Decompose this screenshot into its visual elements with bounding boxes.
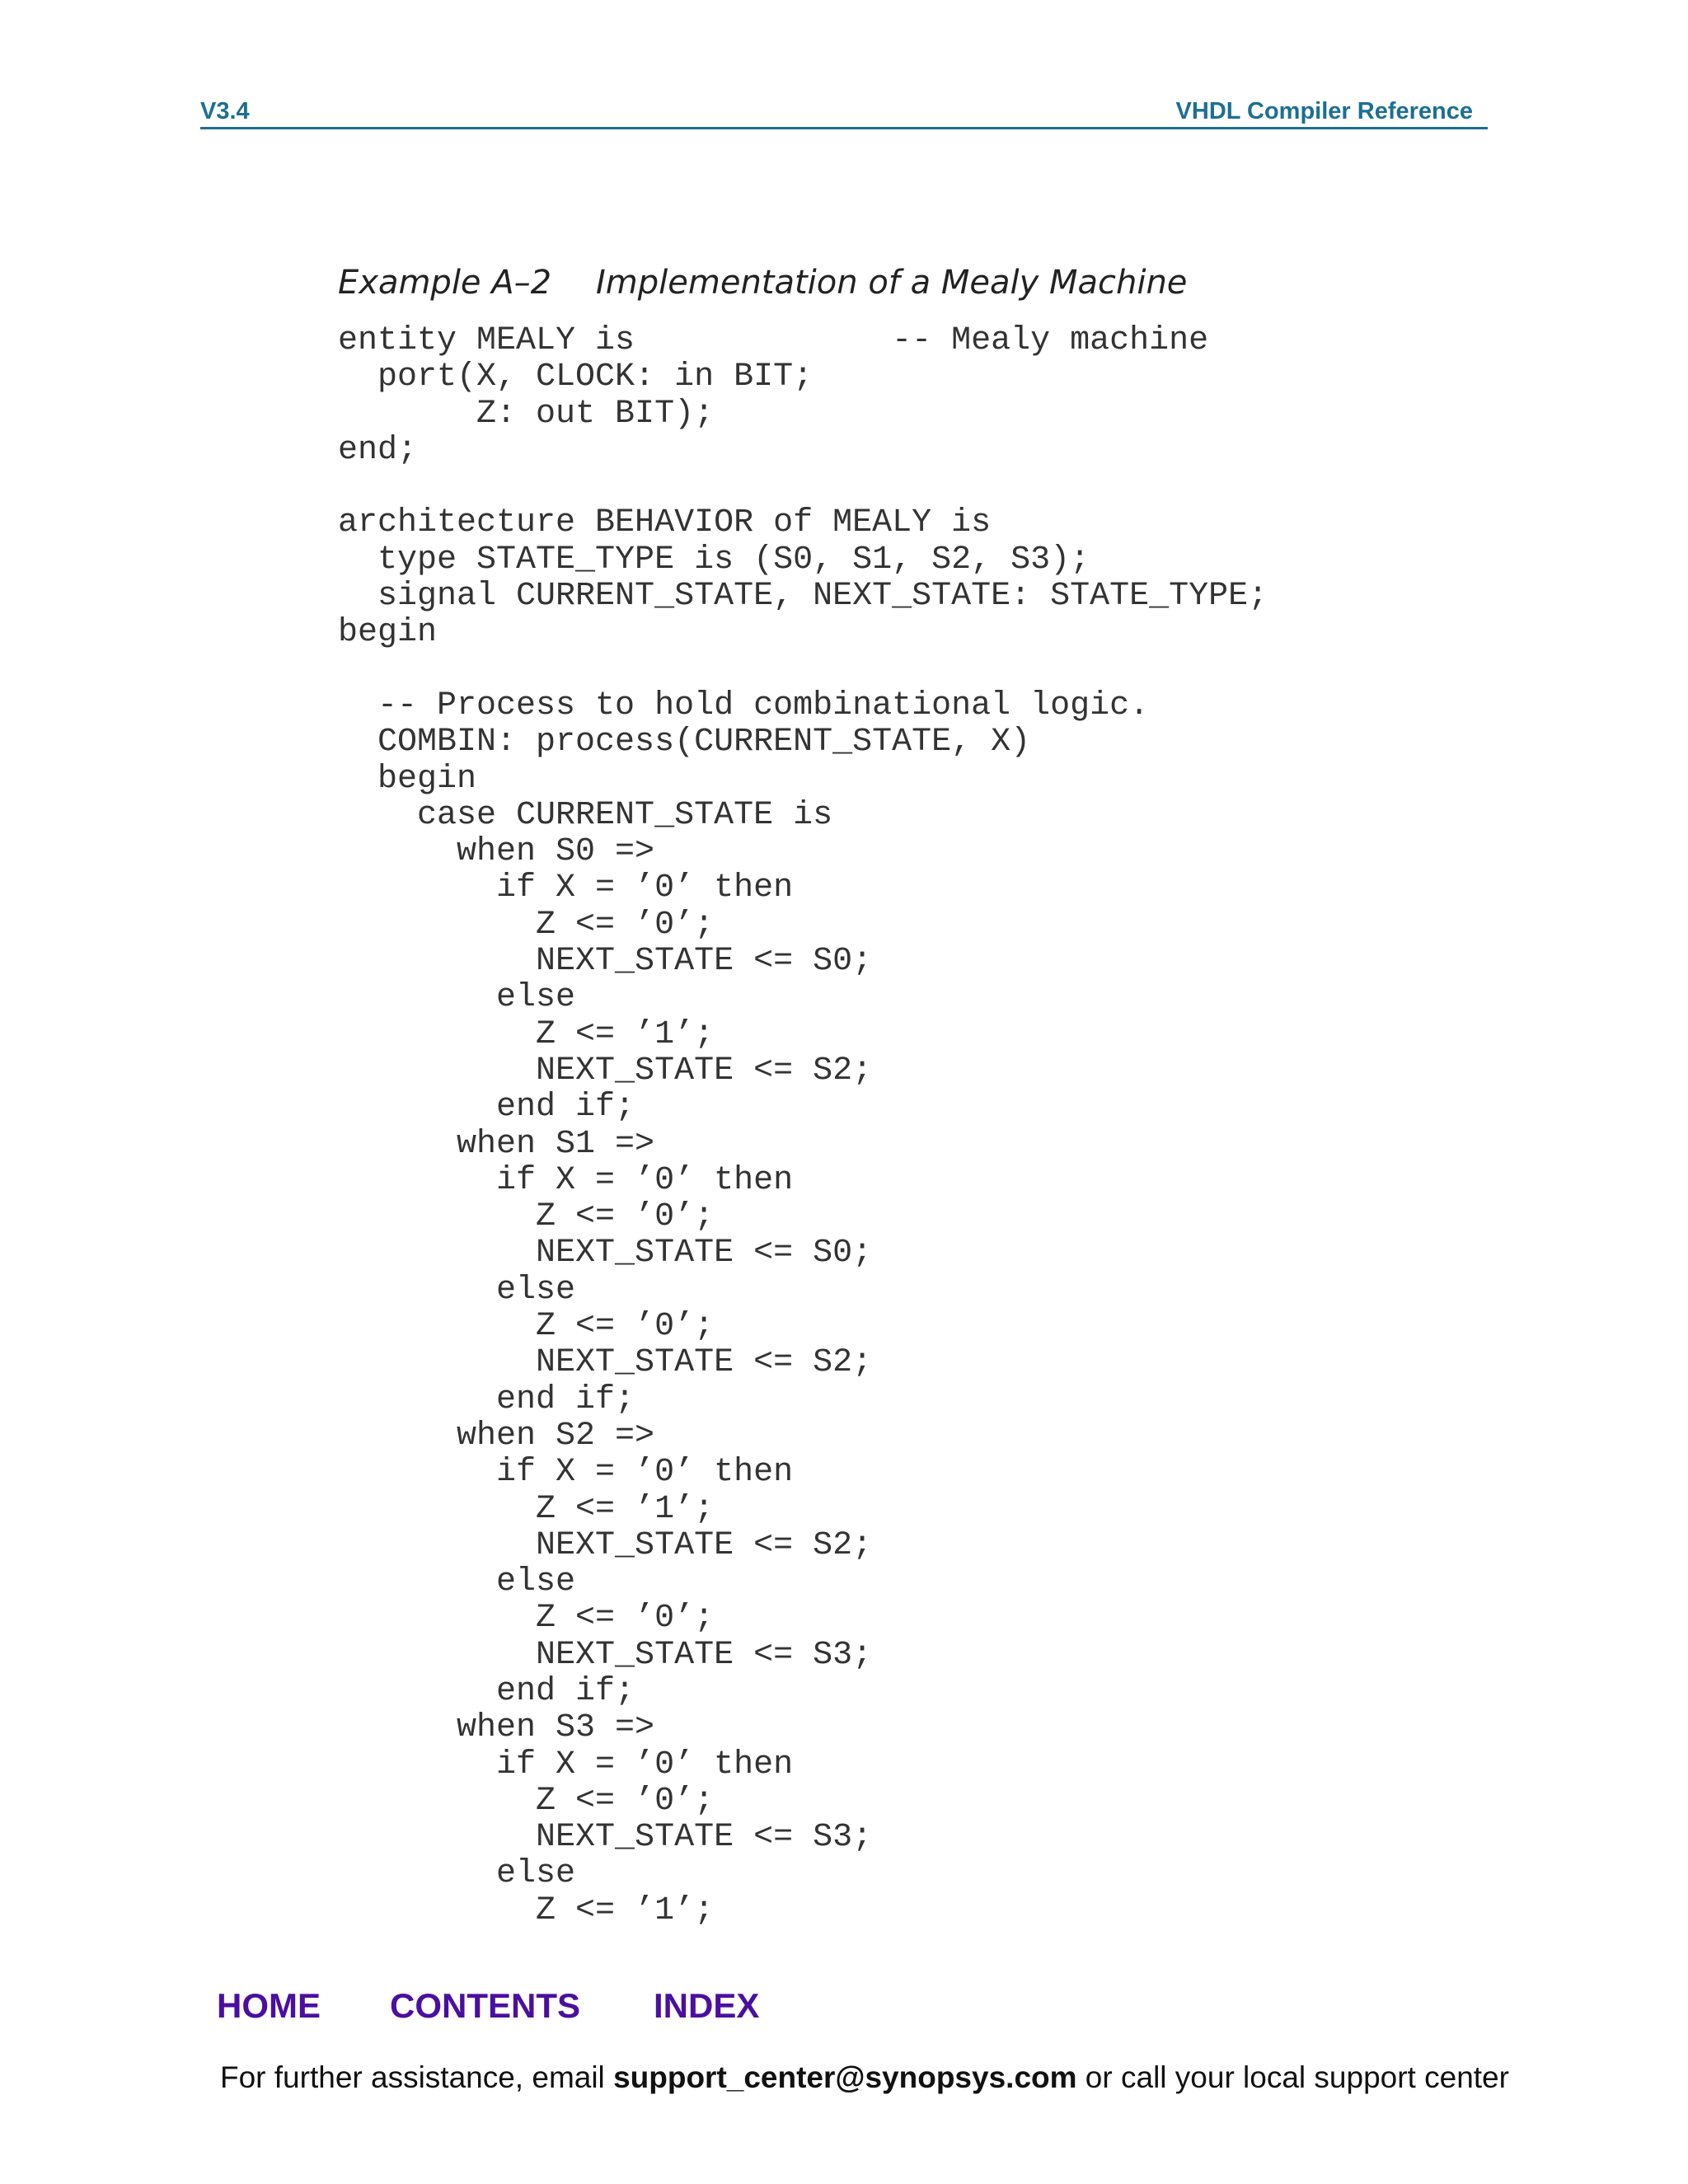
code-line: when S3 => bbox=[338, 1709, 655, 1747]
code-line: Z <= ’0’; bbox=[338, 1782, 715, 1820]
code-line: Z <= ’0’; bbox=[338, 1600, 715, 1638]
code-line: Z <= ’0’; bbox=[338, 1308, 715, 1346]
example-title: Implementation of a Mealy Machine bbox=[596, 264, 1188, 302]
code-line: NEXT_STATE <= S2; bbox=[338, 1052, 873, 1090]
code-line: when S1 => bbox=[338, 1125, 655, 1163]
index-link[interactable]: INDEX bbox=[654, 1986, 760, 2025]
code-line: end if; bbox=[338, 1672, 635, 1710]
code-line: COMBIN: process(CURRENT_STATE, X) bbox=[338, 724, 1031, 762]
code-line: if X = ’0’ then bbox=[338, 1454, 794, 1492]
footer-prefix: For further assistance, email bbox=[220, 2060, 614, 2094]
code-line: Z <= ’1’; bbox=[338, 1015, 715, 1053]
code-line: Z: out BIT); bbox=[338, 395, 715, 433]
code-line: end if; bbox=[338, 1089, 635, 1127]
example-number: Example A–2 bbox=[338, 264, 552, 302]
footer-suffix: or call your local support center bbox=[1076, 2060, 1509, 2094]
code-line: NEXT_STATE <= S0; bbox=[338, 1235, 873, 1272]
contents-link[interactable]: CONTENTS bbox=[390, 1986, 580, 2025]
code-line: Z <= ’0’; bbox=[338, 906, 715, 944]
code-line: architecture BEHAVIOR of MEALY is bbox=[338, 504, 992, 542]
code-line: case CURRENT_STATE is bbox=[338, 796, 833, 834]
code-line: -- Process to hold combinational logic. bbox=[338, 687, 1150, 724]
code-line: end if; bbox=[338, 1380, 635, 1418]
code-line: type STATE_TYPE is (S0, S1, S2, S3); bbox=[338, 541, 1090, 579]
example-caption bbox=[338, 264, 1187, 302]
code-line: else bbox=[338, 1563, 576, 1601]
code-line: NEXT_STATE <= S2; bbox=[338, 1344, 873, 1382]
code-line: end; bbox=[338, 431, 418, 469]
support-email: support_center@synopsys.com bbox=[613, 2060, 1077, 2094]
code-line: NEXT_STATE <= S2; bbox=[338, 1526, 873, 1564]
code-listing bbox=[338, 323, 1268, 1929]
code-line: Z <= ’1’; bbox=[338, 1891, 715, 1929]
code-line: NEXT_STATE <= S3; bbox=[338, 1636, 873, 1674]
code-line: else bbox=[338, 1271, 576, 1309]
code-line: Z <= ’0’; bbox=[338, 1198, 715, 1236]
code-line: else bbox=[338, 1855, 576, 1893]
code-line: if X = ’0’ then bbox=[338, 1161, 794, 1199]
code-line: NEXT_STATE <= S0; bbox=[338, 943, 873, 981]
code-line bbox=[338, 652, 1268, 688]
home-link[interactable]: HOME bbox=[217, 1986, 321, 2025]
code-line: when S2 => bbox=[338, 1417, 655, 1455]
code-line: when S0 => bbox=[338, 833, 655, 871]
code-line: begin bbox=[338, 614, 438, 652]
code-line: else bbox=[338, 979, 576, 1017]
page-header bbox=[200, 94, 1488, 129]
code-line: if X = ’0’ then bbox=[338, 869, 794, 907]
support-footer bbox=[220, 2060, 1509, 2095]
document-title: VHDL Compiler Reference bbox=[1175, 98, 1473, 124]
code-line: if X = ’0’ then bbox=[338, 1746, 794, 1783]
code-line: port(X, CLOCK: in BIT; bbox=[338, 359, 814, 396]
code-line: entity MEALY is -- Mealy machine bbox=[338, 322, 1209, 359]
version-label: V3.4 bbox=[200, 98, 250, 124]
code-line: begin bbox=[338, 760, 477, 798]
code-line: Z <= ’1’; bbox=[338, 1490, 715, 1528]
code-line: NEXT_STATE <= S3; bbox=[338, 1819, 873, 1857]
code-line bbox=[338, 469, 1268, 505]
code-line: signal CURRENT_STATE, NEXT_STATE: STATE_TYPE; bbox=[338, 578, 1268, 616]
